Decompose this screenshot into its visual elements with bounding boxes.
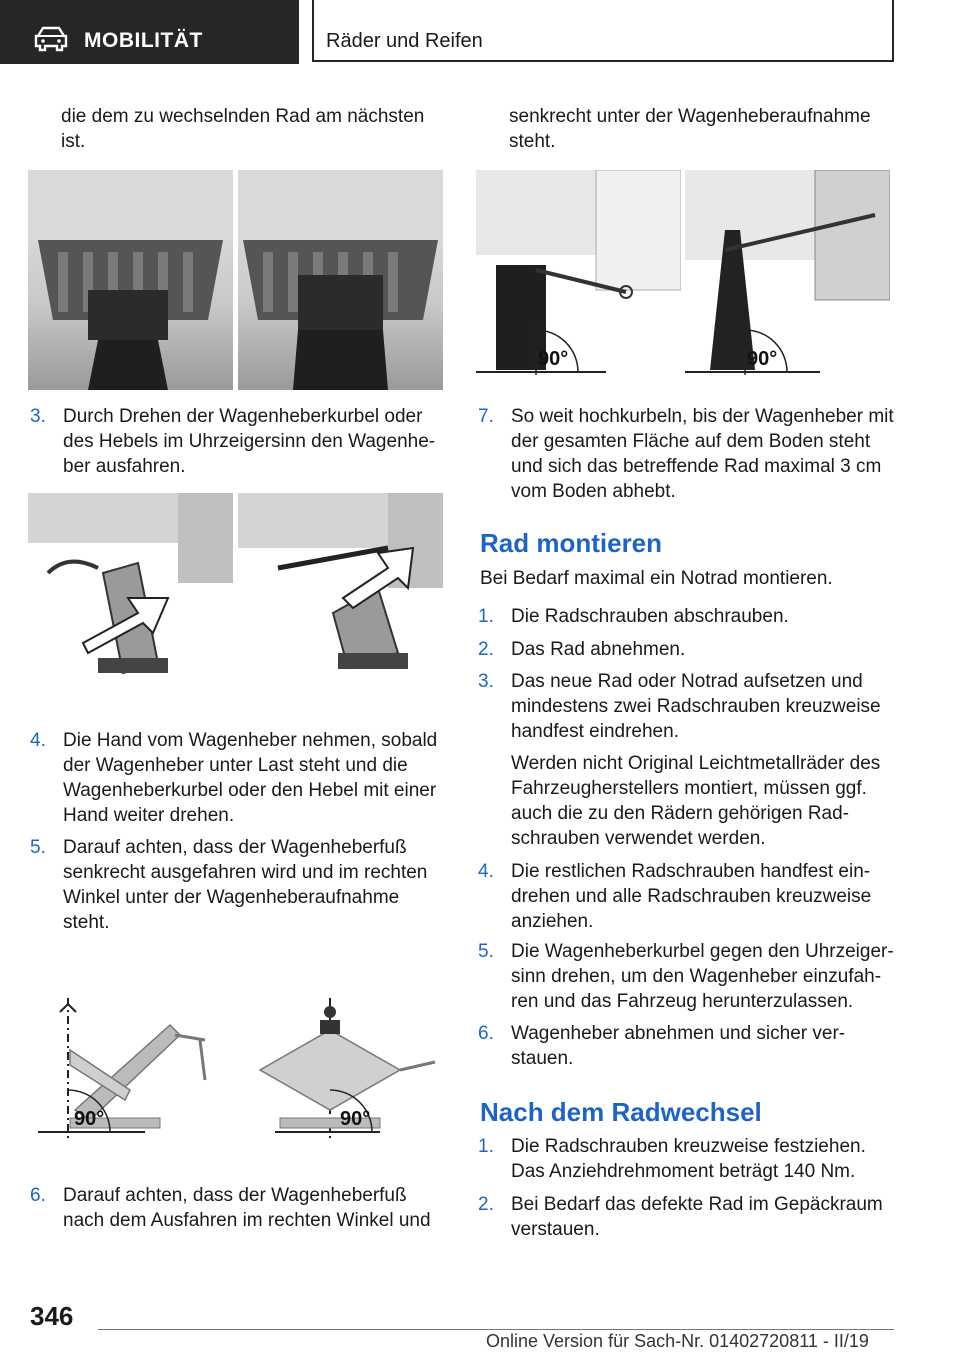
left-step-5 (30, 835, 440, 935)
step-text: Wagenheber abnehmen und sicher ver-stauen. (511, 1023, 846, 1069)
left-step-4 (30, 728, 440, 828)
angle-label: 90° (340, 1108, 371, 1130)
left-step-3 (30, 404, 440, 484)
heading-rad-montieren: Rad montieren (480, 528, 663, 558)
jack-under-car-photo-left (476, 170, 681, 375)
step-text: Die Radschrauben kreuzweise festziehen. Das Anziehdrehmoment beträgt 140 Nm. (511, 1136, 866, 1182)
step-text: Durch Drehen der Wagenheberkurbel oder des Hebels im Uhrzeigersinn den Wagenhe-ber ausfahren. (63, 406, 436, 477)
footer-divider (98, 1329, 894, 1330)
mount-note (478, 751, 898, 851)
jack-under-car-photo-right (685, 170, 890, 375)
right-intro-text: senkrecht unter der Wagenheberaufnahme steht. (509, 106, 871, 152)
step-text: So weit hochkurbeln, bis der Wagenheber mit der gesamten Fläche auf dem Boden steht und sich das betreffende Rad maximal 3 cm vom Boden abhebt. (511, 406, 894, 502)
step-number: 2. (478, 639, 494, 660)
step-number: 1. (478, 606, 494, 627)
mount-step-6 (478, 1021, 898, 1071)
step-text: Die restlichen Radschrauben handfest ein-drehen und alle Radschrauben kreuzweise anziehen. (511, 861, 872, 932)
heading-nach-dem-radwechsel: Nach dem Radwechsel (480, 1097, 762, 1127)
step-text: Die Radschrauben abschrauben. (511, 606, 789, 627)
car-icon (34, 26, 68, 52)
step-text: Darauf achten, dass der Wagenheberfuß nach dem Ausfahren im rechten Winkel und (63, 1185, 431, 1231)
after-step-1 (478, 1134, 898, 1184)
step-number: 3. (30, 406, 46, 427)
angle-label: 90° (74, 1108, 105, 1130)
jack-receptacle-photo-right (238, 170, 443, 390)
step-number: 4. (30, 730, 46, 751)
step-number: 5. (478, 941, 494, 962)
jack-receptacle-photo-left (28, 170, 233, 390)
left-intro-text: die dem zu wechselnden Rad am nächsten ist. (61, 106, 425, 152)
section-tab (0, 0, 299, 64)
step-number: 1. (478, 1136, 494, 1157)
jack-angle-diagram-right (240, 990, 445, 1140)
step-text: Das neue Rad oder Notrad aufsetzen und mindestens zwei Radschrauben kreuzweise handfest eindrehen. (511, 671, 881, 742)
mount-intro: Bei Bedarf maximal ein Notrad montieren. (480, 568, 833, 589)
step-text: Bei Bedarf das defekte Rad im Gepäckraum verstauen. (511, 1194, 883, 1240)
step-text: Darauf achten, dass der Wagenheberfuß senkrecht ausgefahren wird und im rechten Winkel unter der Wagenheberaufnahme steht. (63, 837, 428, 933)
right-step-7 (478, 404, 898, 504)
chapter-header (312, 0, 894, 62)
step-text: Die Hand vom Wagenheber nehmen, sobald der Wagenheber unter Last steht und die Wagenheberkurbel oder den Hebel mit einer Hand weiter drehen. (63, 730, 438, 826)
after-step-2 (478, 1192, 898, 1242)
step-number: 3. (478, 671, 494, 692)
chapter-title: Räder und Reifen (326, 30, 483, 52)
angle-label: 90° (538, 348, 569, 370)
mount-step-4 (478, 859, 898, 934)
section-label: MOBILITÄT (84, 29, 203, 52)
jack-angle-diagram-left (30, 990, 235, 1140)
step-number: 5. (30, 837, 46, 858)
mount-step-2 (478, 637, 898, 662)
angle-label: 90° (747, 348, 778, 370)
step-number: 6. (478, 1023, 494, 1044)
footer-version-text: Online Version für Sach-Nr. 01402720811 - II/19 (486, 1331, 869, 1351)
step-number: 4. (478, 861, 494, 882)
step-text: Die Wagenheberkurbel gegen den Uhrzeiger-sinn drehen, um den Wagenheber einzufah-ren und das Fahrzeug herunterzulassen. (511, 941, 894, 1012)
mount-step-1 (478, 604, 898, 629)
jack-extend-illustration-right (238, 493, 443, 693)
left-step-6 (30, 1183, 440, 1243)
step-number: 2. (478, 1194, 494, 1215)
mount-step-3 (478, 669, 898, 744)
page-number: 346 (30, 1301, 74, 1331)
jack-extend-illustration-left (28, 493, 233, 693)
step-text: Werden nicht Original Leichtmetallräder des Fahrzeugherstellers montiert, müssen ggf. auch die zu den Rädern gehörigen Rad-schrauben verwendet werden. (511, 753, 881, 849)
step-number: 6. (30, 1185, 46, 1206)
step-text: Das Rad abnehmen. (511, 639, 686, 660)
mount-step-5 (478, 939, 898, 1014)
step-number: 7. (478, 406, 494, 427)
